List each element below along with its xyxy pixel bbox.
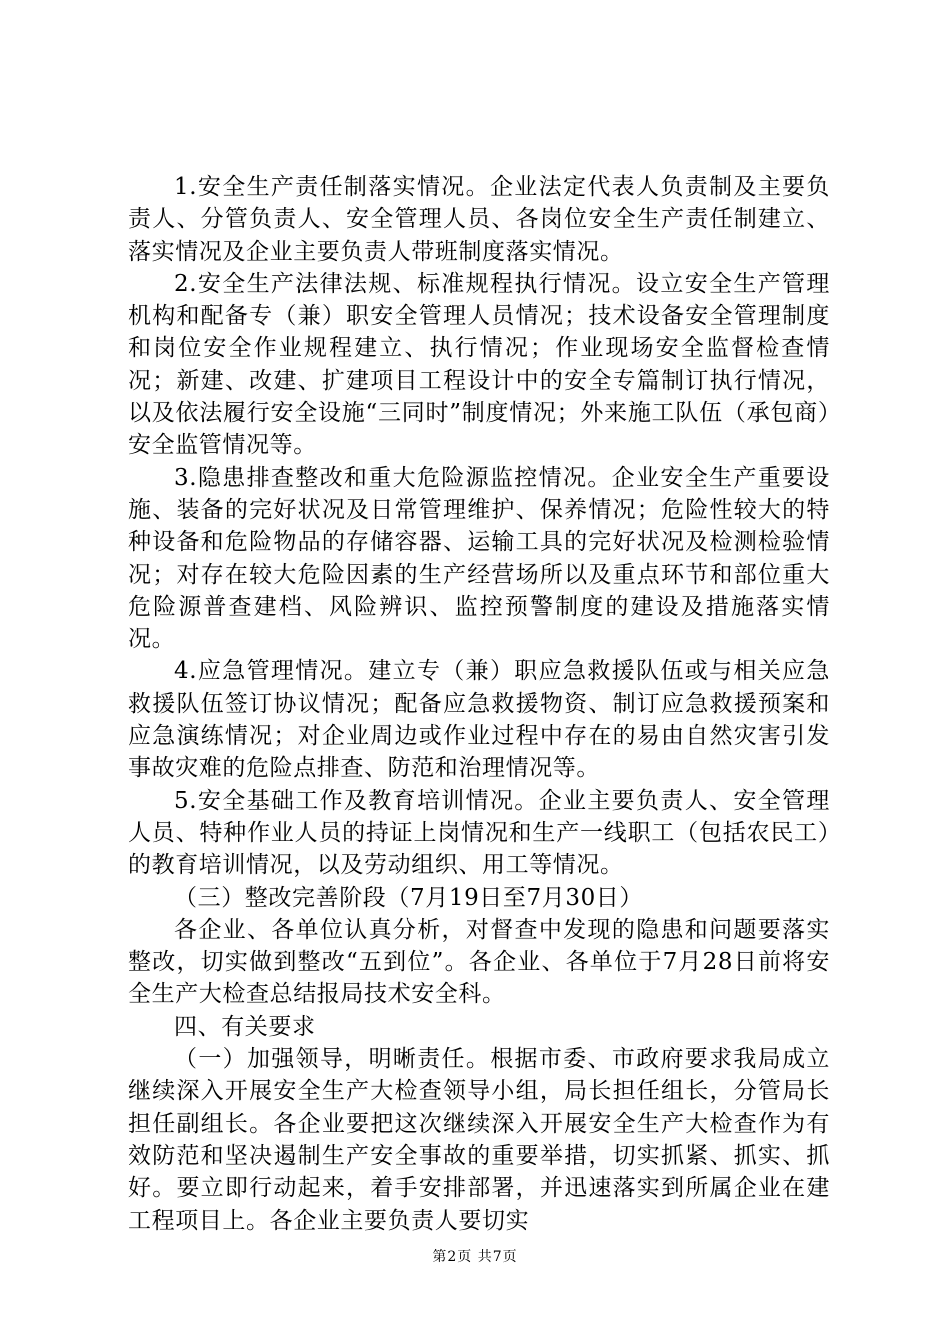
paragraph-leadership: （一）加强领导，明晰责任。根据市委、市政府要求我局成立继续深入开展安全生产大检查领导小组，局长担任组长，分管局长担任副组长。各企业要把这次继续深入开展安全生产大检查作为有效防范和坚决遏制生产安全事故的重要举措，切实抓紧、抓实、抓好。要立即行动起来，着手安排部署，并迅速落实到所属企业在建工程项目上。各企业主要负责人要切实	[128, 1046, 830, 1234]
section-heading-rectification: （三）整改完善阶段（7月19日至7月30日）	[174, 884, 643, 911]
paragraph-item-3: 3.隐患排查整改和重大危险源监控情况。企业安全生产重要设施、装备的完好状况及日常管理维护、保养情况；危险性较大的特种设备和危险物品的存储容器、运输工具的完好状况及检测检验情况；对存在较大危险因素的生产经营场所以及重点环节和部位重大危险源普查建档、风险辨识、监控预警制度的建设及措施落实情况。	[128, 464, 830, 653]
paragraph-rectification: 各企业、各单位认真分析，对督查中发现的隐患和问题要落实整改，切实做到整改“五到位”。各企业、各单位于7月28日前将安全生产大检查总结报局技术安全科。	[128, 916, 830, 1008]
page-number-footer: 第2页 共7页	[432, 1249, 518, 1265]
document-body	[128, 171, 830, 1237]
paragraph-item-4: 4.应急管理情况。建立专（兼）职应急救援队伍或与相关应急救援队伍签订协议情况；配备应急救援物资、制订应急救援预案和应急演练情况；对企业周边或作业过程中存在的易由自然灾害引发事故灾难的危险点排查、防范和治理情况等。	[128, 658, 830, 782]
paragraph-item-5: 5.安全基础工作及教育培训情况。企业主要负责人、安全管理人员、特种作业人员的持证上岗情况和生产一线职工（包括农民工）的教育培训情况，以及劳动组织、用工等情况。	[128, 787, 830, 879]
section-heading-requirements: 四、有关要求	[174, 1013, 316, 1040]
paragraph-item-2: 2.安全生产法律法规、标准规程执行情况。设立安全生产管理机构和配备专（兼）职安全管理人员情况；技术设备安全管理制度和岗位安全作业规程建立、执行情况；作业现场安全监督检查情况；新建、改建、扩建项目工程设计中的安全专篇制订执行情况，以及依法履行安全设施“三同时”制度情况；外来施工队伍（承包商）安全监管情况等。	[128, 270, 830, 459]
paragraph-item-1: 1.安全生产责任制落实情况。企业法定代表人负责制及主要负责人、分管负责人、安全管理人员、各岗位安全生产责任制建立、落实情况及企业主要负责人带班制度落实情况。	[128, 174, 830, 265]
